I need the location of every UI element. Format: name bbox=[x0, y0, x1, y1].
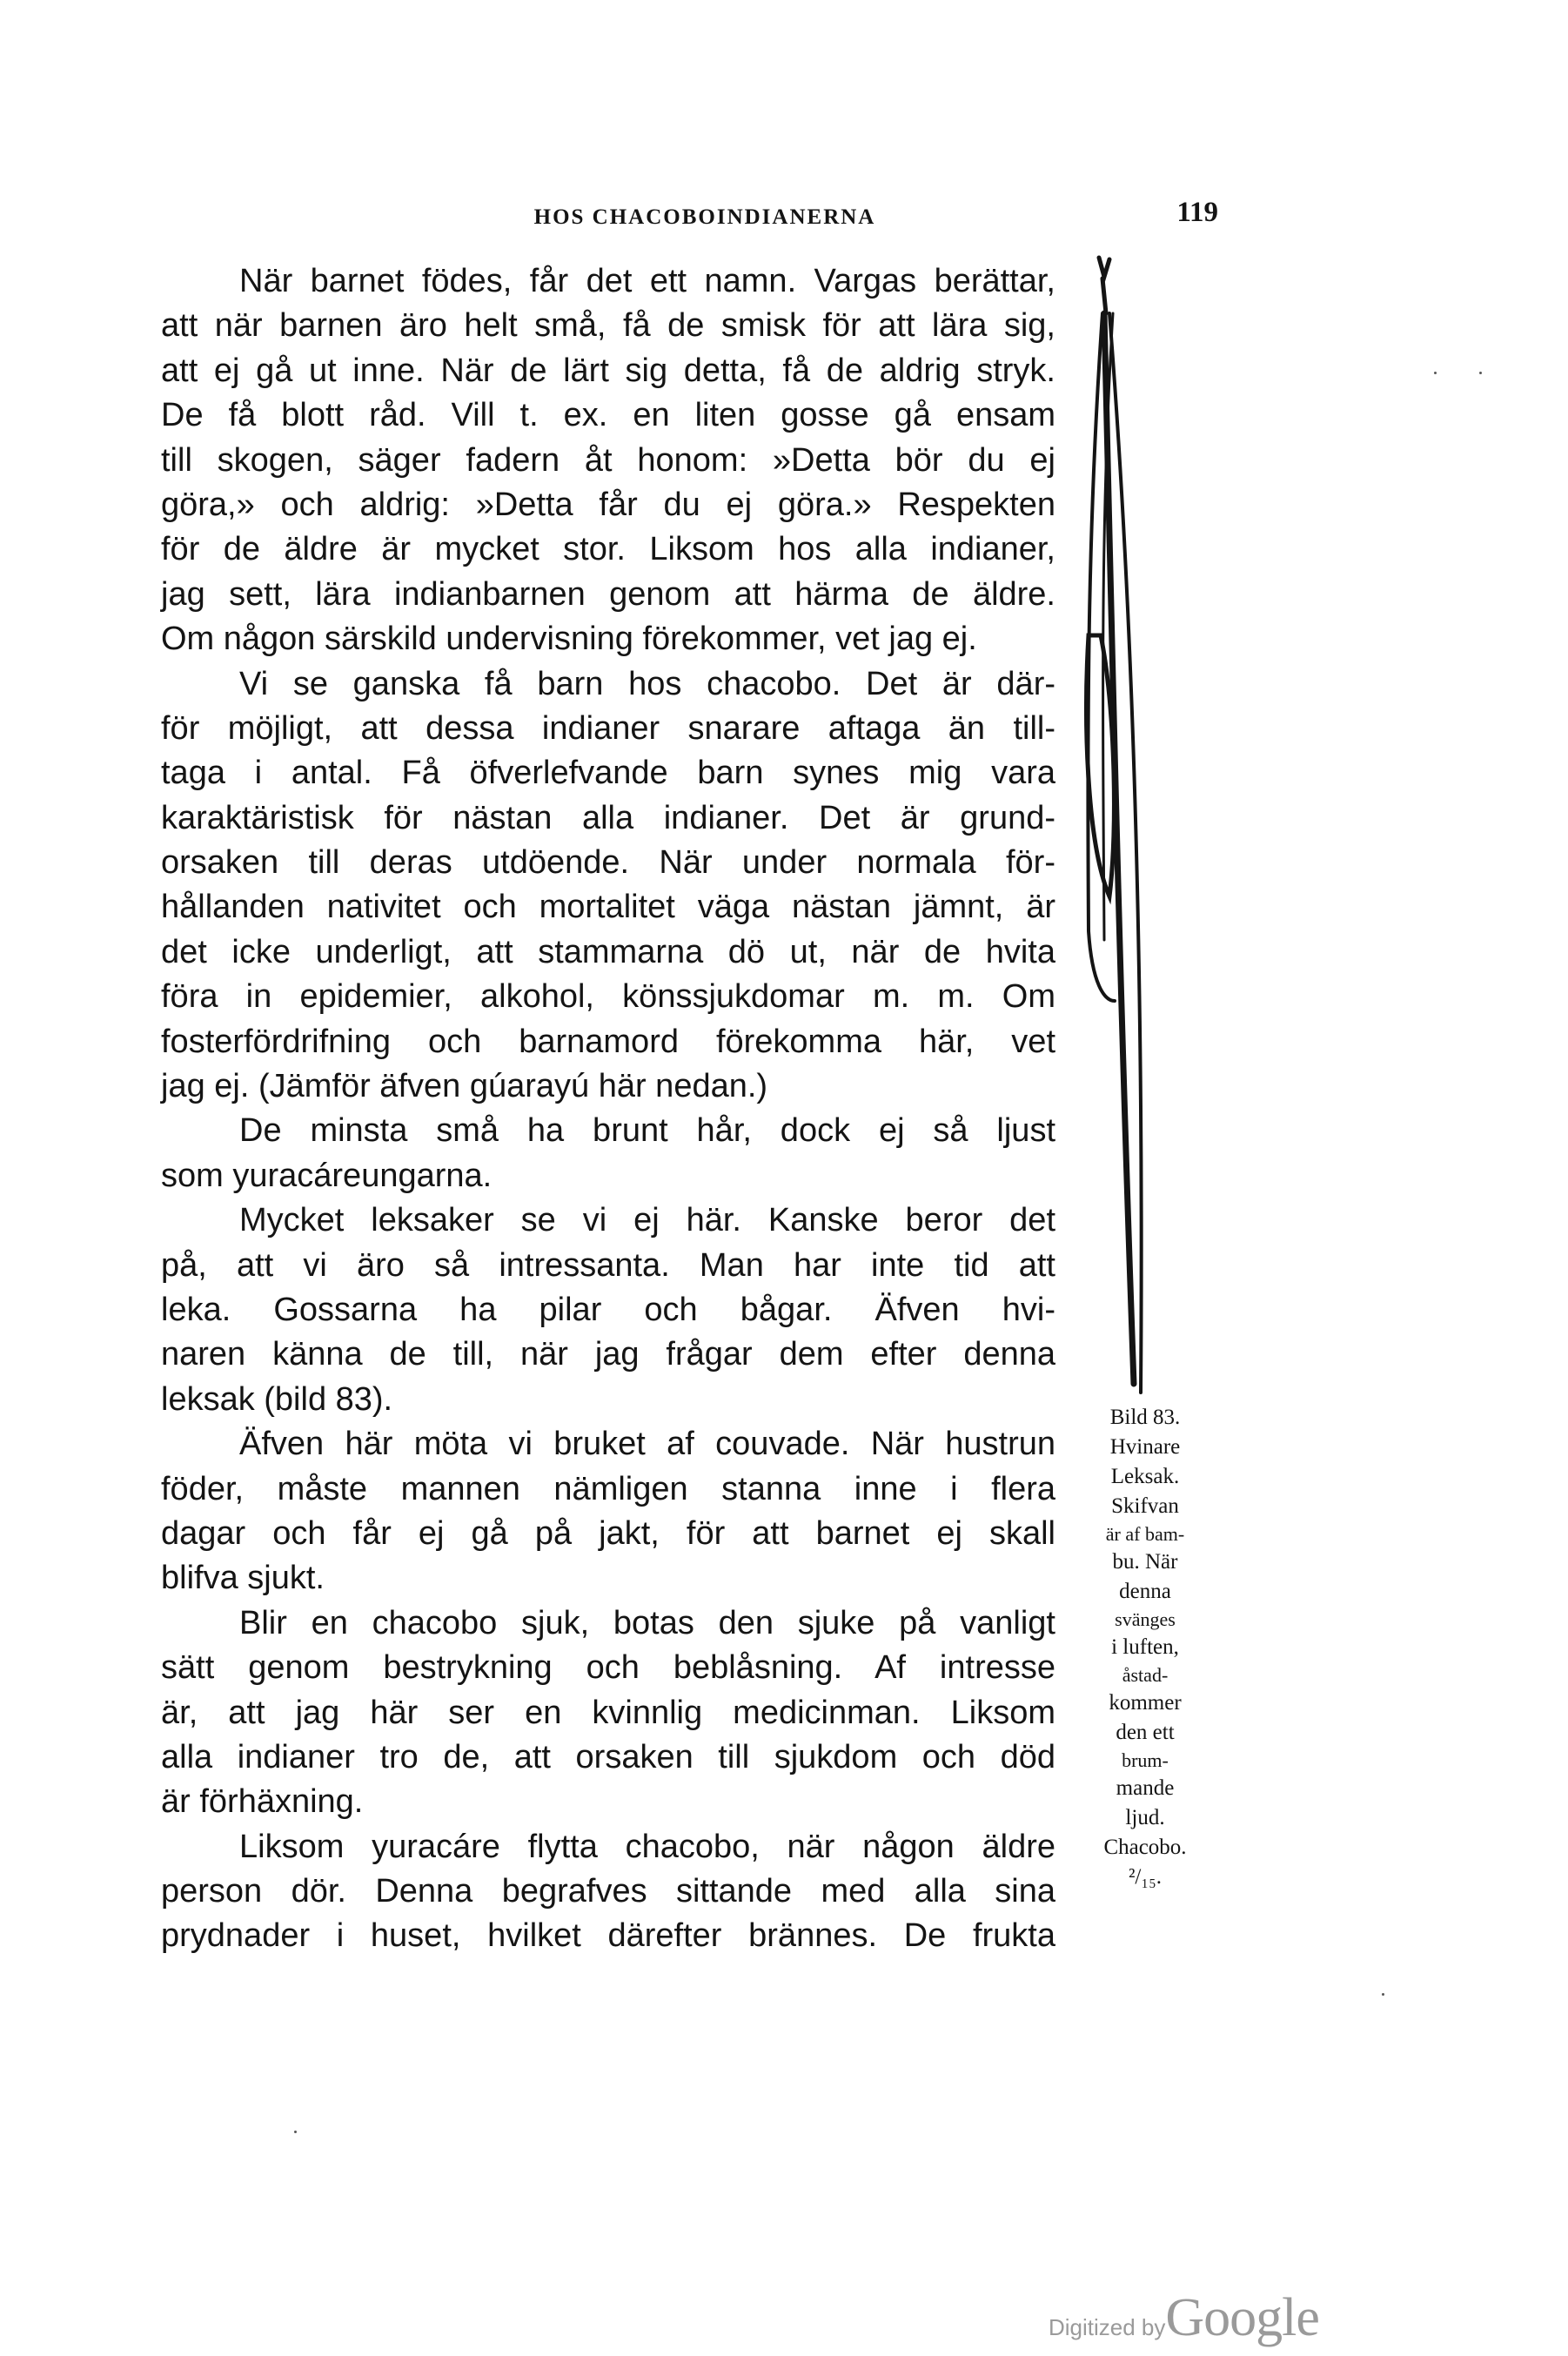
digitized-label: Digitized by bbox=[1049, 2314, 1166, 2340]
google-logo: Google bbox=[1165, 2288, 1319, 2347]
scan-speck bbox=[1382, 1993, 1384, 1996]
text-line: är, att jag här ser en kvinnlig medicinman. Liksom bbox=[161, 1694, 1055, 1731]
caption-line: brum- bbox=[1122, 1749, 1169, 1771]
caption-line: mande bbox=[1116, 1776, 1175, 1800]
text-line: person dör. Denna begrafves sittande med alla sina bbox=[161, 1873, 1055, 1910]
scan-speck bbox=[1479, 372, 1482, 374]
caption-line: den ett bbox=[1116, 1721, 1175, 1744]
text-line: Äfven här möta vi bruket af couvade. När hustrun bbox=[239, 1426, 1055, 1463]
text-line: När barnet födes, får det ett namn. Vargas berättar, bbox=[239, 263, 1055, 299]
body-text bbox=[161, 259, 1055, 1959]
text-line: att ej gå ut inne. När de lärt sig detta, få de aldrig stryk. bbox=[161, 352, 1055, 389]
scan-speck bbox=[1434, 372, 1437, 374]
text-line: föra in epidemier, alkohol, könssjukdomar m. m. Om bbox=[161, 978, 1055, 1016]
text-line: Mycket leksaker se vi ej här. Kanske beror det bbox=[239, 1202, 1055, 1239]
text-line: till skogen, säger fadern åt honom: »Detta bör du ej bbox=[161, 441, 1055, 479]
text-line: jag sett, lära indianbarnen genom att härma de äldre. bbox=[161, 575, 1055, 613]
text-line: är förhäxning. bbox=[161, 1783, 364, 1821]
text-line: sätt genom bestrykning och beblåsning. Af intresse bbox=[161, 1649, 1055, 1687]
text-line: dagar och får ej gå på jakt, för att barnet ej skall bbox=[161, 1514, 1055, 1552]
text-line: alla indianer tro de, att orsaken till sjukdom och död bbox=[161, 1738, 1055, 1775]
text-line: Liksom yuracáre flytta chacobo, när någon äldre bbox=[239, 1828, 1055, 1865]
running-header-title: HOS CHACOBOINDIANERNA bbox=[533, 205, 876, 229]
caption-line: kommer bbox=[1109, 1691, 1182, 1715]
text-line: Vi se ganska få barn hos chacobo. Det är där- bbox=[239, 665, 1055, 702]
caption-line: bu. När bbox=[1112, 1550, 1178, 1574]
caption-line: Hvinare bbox=[1109, 1435, 1181, 1459]
text-line: leksak (bild 83). bbox=[161, 1380, 393, 1418]
caption-line: Chacobo. bbox=[1103, 1836, 1187, 1859]
text-line: göra,» och aldrig: »Detta får du ej göra.» Respekten bbox=[161, 486, 1055, 523]
text-line: för möjligt, att dessa indianer snarare aftaga än till- bbox=[161, 709, 1055, 747]
caption-line: Leksak. bbox=[1110, 1465, 1180, 1488]
text-line: naren känna de till, när jag frågar dem efter denna bbox=[161, 1336, 1055, 1373]
text-line: taga i antal. Få öfverlefvande barn synes mig vara bbox=[161, 755, 1055, 792]
page-number: 119 bbox=[1176, 197, 1218, 228]
caption-line: åstad- bbox=[1122, 1664, 1169, 1686]
text-line: leka. Gossarna ha pilar och bågar. Äfven hvi- bbox=[161, 1291, 1055, 1328]
text-line: hållanden nativitet och mortalitet väga nästan jämnt, är bbox=[161, 889, 1055, 926]
text-line: Blir en chacobo sjuk, botas den sjuke på vanligt bbox=[239, 1604, 1055, 1641]
figure-caption bbox=[1075, 1403, 1215, 1892]
text-line: De få blott råd. Vill t. ex. en liten gosse gå ensam bbox=[161, 397, 1055, 434]
caption-line: ljud. bbox=[1125, 1806, 1165, 1829]
text-line: det icke underligt, att stammarna dö ut, när de hvita bbox=[161, 933, 1055, 970]
text-line: jag ej. (Jämför äfven gúarayú här nedan.) bbox=[161, 1068, 768, 1105]
caption-line: ²/₁₅. bbox=[1128, 1865, 1163, 1889]
caption-line: är af bam- bbox=[1105, 1523, 1185, 1545]
text-line: på, att vi äro så intressanta. Man har inte tid att bbox=[161, 1246, 1055, 1284]
text-line: föder, måste mannen nämligen stanna inne i flera bbox=[161, 1470, 1055, 1507]
text-line: för de äldre är mycket stor. Liksom hos alla indianer, bbox=[161, 531, 1055, 568]
text-line: De minsta små ha brunt hår, dock ej så ljust bbox=[239, 1112, 1055, 1150]
text-line: Om någon särskild undervisning förekommer, vet jag ej. bbox=[161, 621, 977, 658]
text-line: som yuracáreungarna. bbox=[161, 1157, 493, 1194]
caption-line: denna bbox=[1119, 1580, 1171, 1603]
caption-line: svänges bbox=[1115, 1608, 1176, 1630]
caption-line: Bild 83. bbox=[1109, 1406, 1181, 1429]
text-line: blifva sjukt. bbox=[161, 1560, 325, 1597]
text-line: fosterfördrifning och barnamord förekomma här, vet bbox=[161, 1023, 1055, 1060]
text-line: orsaken till deras utdöende. När under normala för- bbox=[161, 844, 1055, 882]
bullroarer-string-tie bbox=[1099, 258, 1109, 313]
text-line: prydnader i huset, hvilket därefter brännes. De frukta bbox=[161, 1917, 1055, 1955]
caption-line: i luften, bbox=[1111, 1635, 1179, 1659]
digitized-watermark bbox=[1049, 2287, 1319, 2349]
scan-speck bbox=[294, 2131, 297, 2133]
bullroarer-illustration bbox=[1083, 252, 1223, 1401]
text-line: att när barnen äro helt små, få de smisk för att lära sig, bbox=[161, 307, 1055, 345]
caption-line: Skifvan bbox=[1111, 1494, 1179, 1518]
text-line: karaktäristisk för nästan alla indianer. Det är grund- bbox=[161, 799, 1055, 836]
